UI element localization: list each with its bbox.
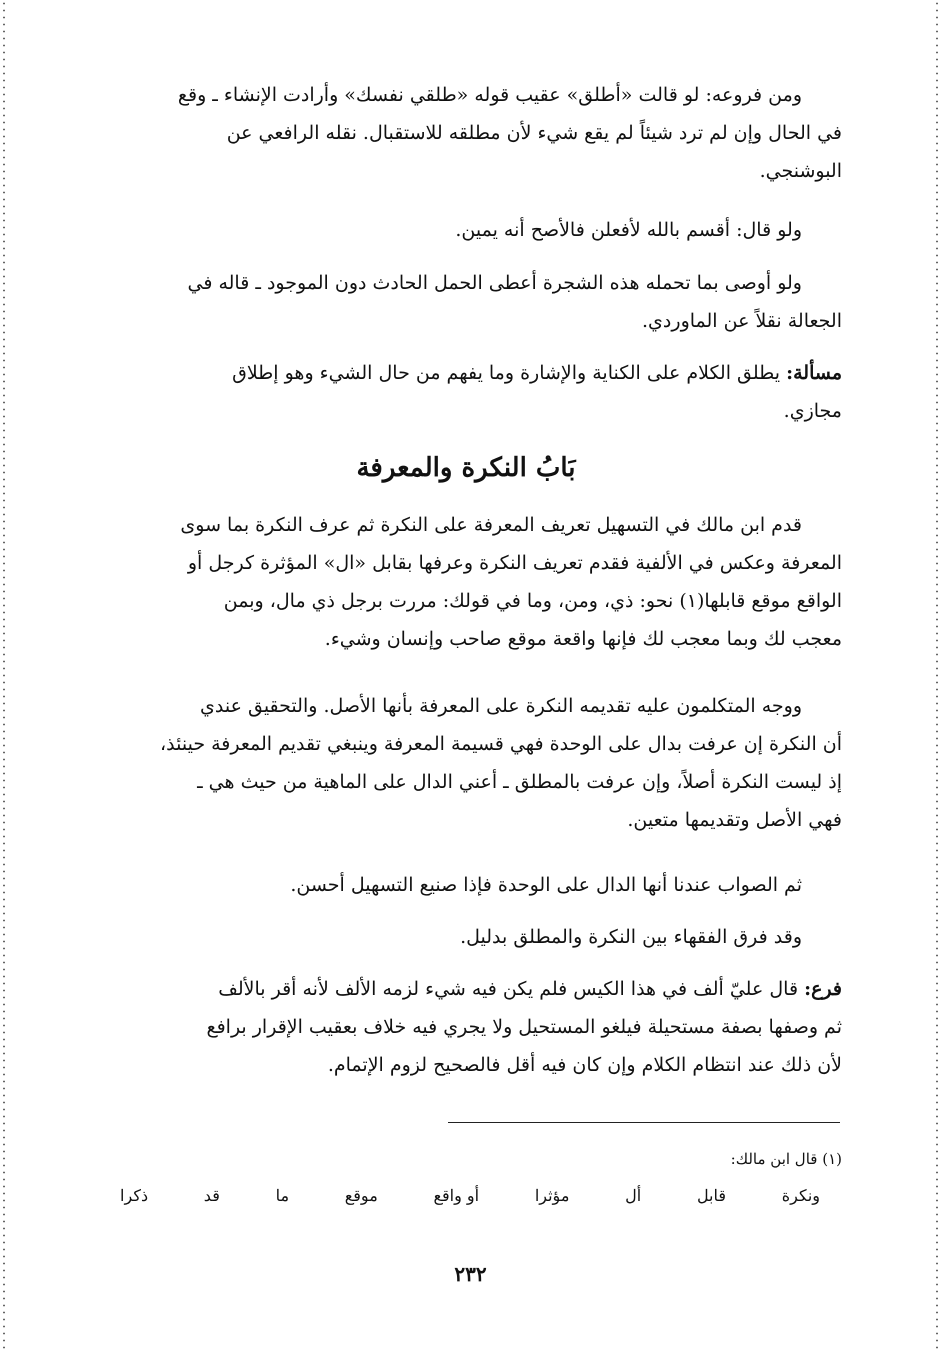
scan-edge-left	[3, 0, 5, 1353]
text-line: الواقع موقع قابلها(١) نحو: ذي، ومن، وما في قولك: مررت برجل ذي مال، وبمن	[223, 590, 842, 612]
paragraph-wasiyya	[90, 264, 842, 340]
text-line: ووجه المتكلمون عليه تقديمه النكرة على المعرفة بأنها الأصل. والتحقيق عندي	[200, 695, 802, 717]
paragraph-sawab	[90, 866, 842, 904]
text-line: ومن فروعه: لو قالت «أطلق» عقيب قوله «طلقي نفسك» وأرادت الإنشاء ـ وقع	[177, 84, 802, 106]
footnote-label: (١) قال ابن مالك:	[730, 1150, 842, 1168]
text-line: لأن ذلك عند انتظام الكلام وإن كان فيه أقل فالصحيح لزوم الإتمام.	[327, 1054, 842, 1076]
text-line: ثم الصواب عندنا أنها الدال على الوحدة فإذا صنيع التسهيل أحسن.	[290, 874, 802, 896]
paragraph-qasam	[90, 211, 842, 249]
verse-word: أو واقع	[433, 1186, 480, 1205]
masala-text: يطلق الكلام على الكناية والإشارة وما يفهم من حال الشيء وهو إطلاق	[232, 362, 787, 384]
text-line: الجعالة نقلاً عن الماوردي.	[642, 310, 842, 332]
far-lead: فرع:	[804, 978, 842, 1000]
paragraph-mutakallimun	[90, 687, 842, 839]
verse-word: أل	[625, 1186, 642, 1205]
scan-edge-right	[936, 0, 938, 1353]
verse-word: ذكرا	[120, 1186, 149, 1205]
text-line: في الحال وإن لم ترد شيئاً لم يقع شيء لأن مطلقه للاستقبال. نقله الرافعي عن	[226, 122, 842, 144]
text-line: أن النكرة إن عرفت بدال على الوحدة فهي قسيمة المعرفة وينبغي تقديم المعرفة حينئذ،	[160, 733, 842, 755]
text-line: معجب لك وبما معجب لك فإنها واقعة موقع صاحب وإنسان وشيء.	[324, 628, 842, 650]
text-line	[90, 970, 842, 1008]
verse-word: موقع	[344, 1186, 378, 1205]
paragraph-ibn-malik	[90, 506, 842, 658]
masala-lead: مسألة:	[786, 362, 842, 384]
text-line	[90, 354, 842, 392]
text-line: مجازي.	[783, 400, 842, 422]
footnote-verse	[120, 1186, 820, 1205]
verse-word: قابل	[696, 1186, 727, 1205]
footnote-divider	[448, 1122, 840, 1123]
text-line: المعرفة وعكس في الألفية فقدم تعريف النكرة وعرفها بقابل «ال» المؤثرة كرجل أو	[187, 552, 842, 574]
page-number: ٢٣٢	[454, 1262, 487, 1286]
verse-word: مؤثرا	[534, 1186, 570, 1205]
text-line: فهي الأصل وتقديمها متعين.	[627, 809, 842, 831]
paragraph-fuqaha	[90, 918, 842, 956]
text-line: وقد فرق الفقهاء بين النكرة والمطلق بدليل.	[460, 926, 802, 948]
paragraph-masala	[90, 354, 842, 430]
text-line: ثم وصفها بصفة مستحيلة فيلغو المستحيل ولا يجري فيه خلاف بعقيب الإقرار برافع	[206, 1016, 842, 1038]
text-line: ولو أوصى بما تحمله هذه الشجرة أعطى الحمل الحادث دون الموجود ـ قاله في	[187, 272, 802, 294]
section-heading: بَابُ النكرة والمعرفة	[356, 453, 576, 483]
text-line: البوشنجي.	[759, 160, 842, 182]
verse-word: قد	[203, 1186, 220, 1205]
verse-word: ما	[275, 1186, 290, 1205]
text-line: إذ ليست النكرة أصلاً، وإن عرفت بالمطلق ـ أعني الدال على الماهية من حيث هي ـ	[197, 771, 842, 793]
paragraph-far	[90, 970, 842, 1084]
text-line: قدم ابن مالك في التسهيل تعريف المعرفة على النكرة ثم عرف النكرة بما سوى	[180, 514, 802, 536]
paragraph-furu	[90, 76, 842, 190]
text-line: ولو قال: أقسم بالله لأفعلن فالأصح أنه يمين.	[455, 219, 802, 241]
verse-word: ونكرة	[781, 1186, 820, 1205]
far-text: قال عليّ ألف في هذا الكيس فلم يكن فيه شيء لزمه الألف لأنه أقر بالألف	[218, 978, 805, 1000]
